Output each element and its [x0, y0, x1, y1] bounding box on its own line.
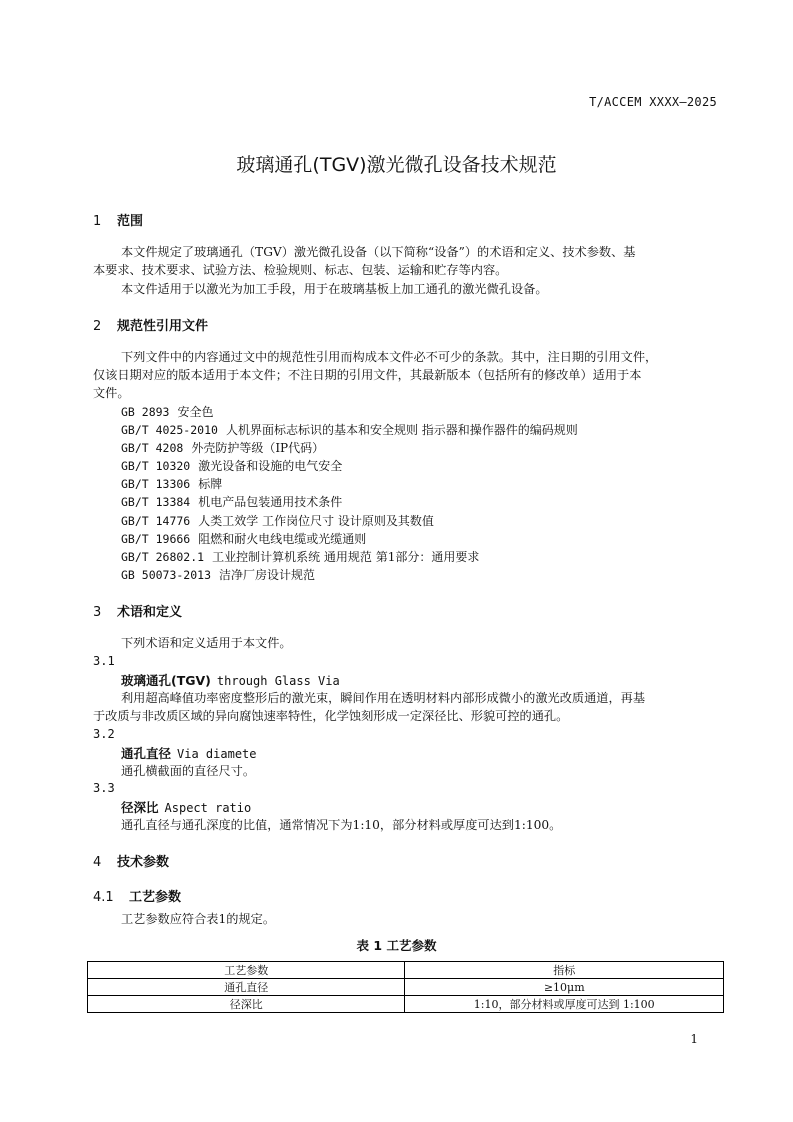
reference-item — [121, 457, 342, 474]
reference-title: 人类工效学 工作岗位尺寸 设计原则及其数值 — [198, 514, 434, 528]
reference-title: 标牌 — [198, 477, 223, 491]
reference-code: GB/T 26802.1 — [121, 550, 205, 564]
table-cell: 通孔直径 — [88, 979, 405, 996]
subsection-number: 4.1 — [93, 890, 114, 905]
subsection-title: 工艺参数 — [129, 890, 182, 905]
term-heading — [121, 798, 251, 816]
section-title: 术语和定义 — [117, 605, 183, 620]
reference-title: 人机界面标志标识的基本和安全规则 指示器和操作器件的编码规则 — [225, 423, 578, 437]
reference-code: GB 2893 — [121, 405, 170, 419]
term-number: 3.1 — [93, 654, 115, 668]
reference-title: 外壳防护等级（IP代码） — [191, 441, 325, 455]
term-en: Via diamete — [177, 747, 257, 761]
subsection-4-1-heading — [93, 886, 181, 905]
term-definition: 利用超高峰值功率密度整形后的激光束，瞬间作用在透明材料内部形成微小的激光改质通道，再基 — [121, 691, 646, 705]
reference-code: GB 50073-2013 — [121, 568, 212, 582]
term-definition: 于改质与非改质区域的异向腐蚀速率特性，化学蚀刻形成一定深径比、形貌可控的通孔。 — [93, 709, 569, 723]
table-header-cell: 指标 — [405, 962, 724, 979]
reference-item — [121, 403, 213, 420]
page-number: 1 — [690, 1032, 698, 1046]
section-1-heading — [93, 210, 143, 229]
term-heading — [121, 671, 340, 689]
document-title: 玻璃通孔(TGV)激光微孔设备技术规范 — [236, 154, 557, 176]
table-row — [88, 979, 724, 996]
reference-item — [121, 493, 342, 510]
term-zh: 通孔直径 — [121, 746, 172, 761]
term-en: Aspect ratio — [164, 801, 252, 815]
term-number: 3.3 — [93, 781, 115, 795]
section-3-heading — [93, 601, 182, 620]
term-number: 3.2 — [93, 727, 115, 741]
reference-code: GB/T 13384 — [121, 495, 191, 509]
paragraph: 文件。 — [93, 386, 130, 400]
paragraph: 仅该日期对应的版本适用于本文件；不注日期的引用文件，其最新版本（包括所有的修改单）适用于本 — [93, 368, 642, 382]
table-header-row — [88, 962, 724, 979]
reference-code: GB/T 13306 — [121, 477, 191, 491]
paragraph: 下列文件中的内容通过文中的规范性引用而构成本文件必不可少的条款。其中，注日期的引用文件， — [121, 350, 658, 364]
term-zh: 径深比 — [121, 800, 159, 815]
reference-code: GB/T 14776 — [121, 514, 191, 528]
section-title: 规范性引用文件 — [117, 319, 209, 334]
reference-code: GB/T 19666 — [121, 532, 191, 546]
reference-item — [121, 530, 366, 547]
term-definition: 通孔直径与通孔深度的比值，通常情况下为1:10，部分材料或厚度可达到1:100。 — [121, 818, 562, 832]
section-2-heading — [93, 315, 208, 334]
reference-item — [121, 512, 434, 529]
reference-title: 激光设备和设施的电气安全 — [198, 459, 343, 473]
term-en: through Glass Via — [216, 674, 340, 688]
reference-item — [121, 421, 578, 438]
table-cell: ≥10μm — [405, 979, 724, 996]
reference-code: GB/T 4025-2010 — [121, 423, 218, 437]
paragraph: 本文件适用于以激光为加工手段，用于在玻璃基板上加工通孔的激光微孔设备。 — [121, 282, 548, 296]
paragraph: 本文件规定了玻璃通孔（TGV）激光微孔设备（以下简称“设备”）的术语和定义、技术参数、基 — [121, 245, 636, 259]
term-heading — [121, 744, 257, 762]
reference-title: 工业控制计算机系统 通用规范 第1部分：通用要求 — [212, 550, 480, 564]
section-title: 技术参数 — [117, 855, 170, 870]
reference-item — [121, 566, 315, 583]
table-header-cell: 工艺参数 — [88, 962, 405, 979]
table-cell: 1:10，部分材料或厚度可达到 1:100 — [405, 996, 724, 1013]
reference-title: 洁净厂房设计规范 — [219, 568, 316, 582]
paragraph: 下列术语和定义适用于本文件。 — [121, 636, 292, 650]
section-number: 2 — [93, 319, 102, 334]
reference-title: 机电产品包装通用技术条件 — [198, 495, 343, 509]
section-title: 范围 — [117, 214, 144, 229]
reference-item — [121, 439, 324, 456]
table-caption: 表 1 工艺参数 — [356, 938, 437, 953]
section-number: 4 — [93, 855, 102, 870]
standard-code: T/ACCEM XXXX—2025 — [589, 95, 717, 109]
reference-title: 阻燃和耐火电线电缆或光缆通则 — [198, 532, 367, 546]
section-number: 1 — [93, 214, 102, 229]
paragraph: 工艺参数应符合表1的规定。 — [121, 912, 276, 926]
table-cell: 径深比 — [88, 996, 405, 1013]
process-parameter-table — [87, 961, 724, 1013]
term-definition: 通孔横截面的直径尺寸。 — [121, 764, 256, 778]
table-row — [88, 996, 724, 1013]
reference-code: GB/T 4208 — [121, 441, 184, 455]
reference-title: 安全色 — [177, 405, 214, 419]
reference-item — [121, 548, 479, 565]
reference-item — [121, 475, 222, 492]
paragraph: 本要求、技术要求、试验方法、检验规则、标志、包装、运输和贮存等内容。 — [93, 263, 508, 277]
section-number: 3 — [93, 605, 102, 620]
section-4-heading — [93, 851, 169, 870]
reference-code: GB/T 10320 — [121, 459, 191, 473]
term-zh: 玻璃通孔(TGV) — [121, 673, 211, 688]
